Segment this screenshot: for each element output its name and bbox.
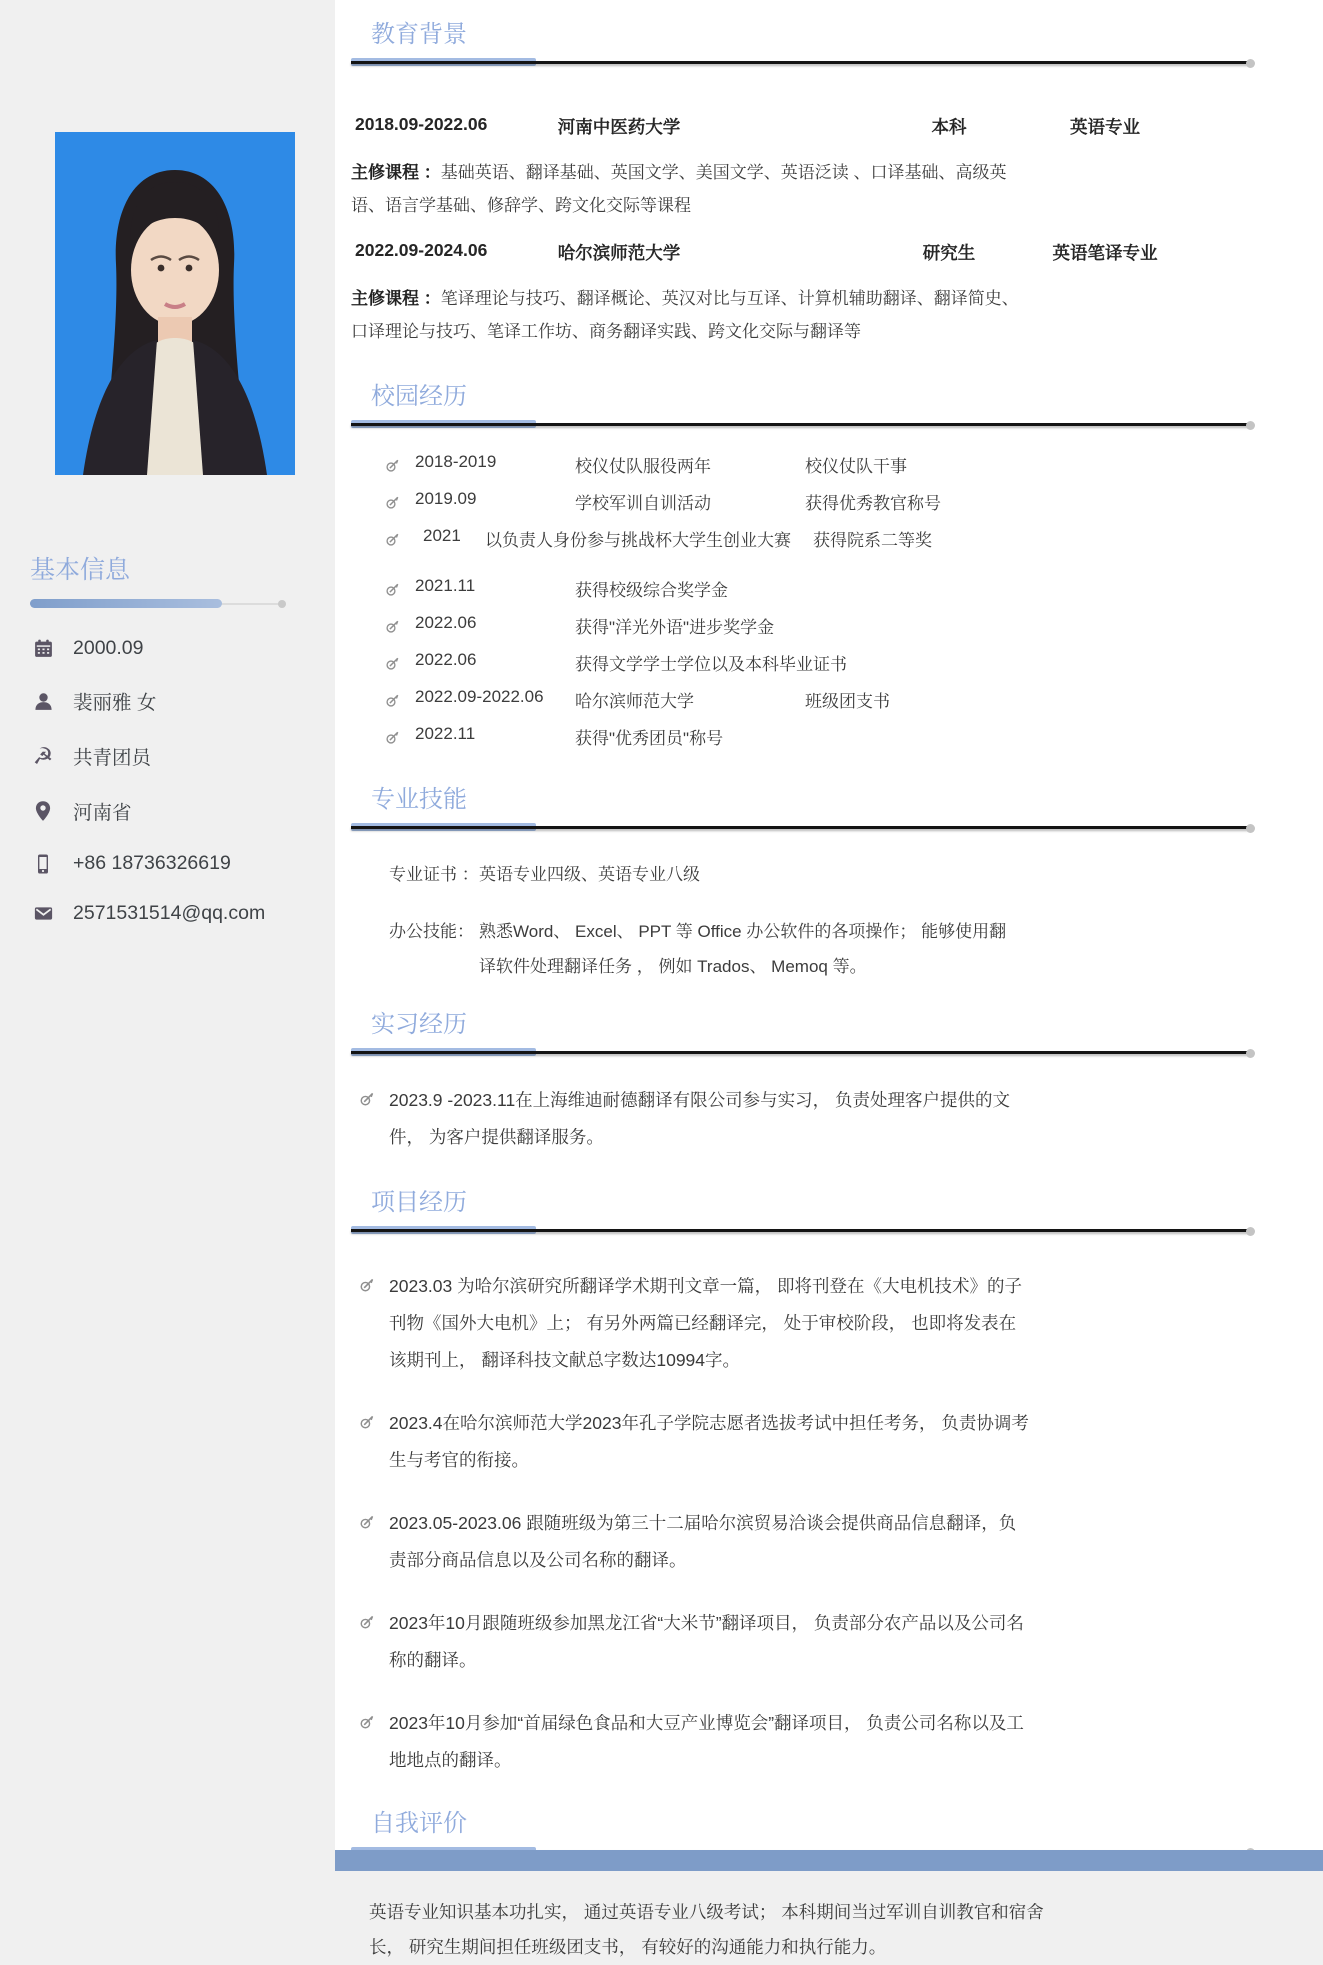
campus-date: 2022.09-2022.06: [415, 687, 544, 706]
campus-result: 班级团支书: [805, 692, 890, 711]
campus-date: 2022.11: [415, 724, 476, 743]
political-status-item: [30, 742, 286, 770]
signature-bullet-icon: [359, 1514, 375, 1530]
education-divider: [349, 58, 1255, 70]
mail-icon: [30, 903, 56, 924]
location-icon: [30, 800, 56, 822]
signature-bullet-icon: [385, 582, 400, 597]
certificates-row: [389, 857, 1255, 892]
campus-header: [349, 376, 1255, 432]
skills-title: 专业技能: [371, 786, 467, 813]
signature-bullet-icon: [385, 458, 400, 473]
campus-activity: 获得文学学士学位以及本科毕业证书: [575, 655, 847, 674]
project-item: [359, 1705, 1255, 1779]
project-text: 2023.4在哈尔滨师范大学2023年孔子学院志愿者选拔考试中担任考务， 负责协调考生与考官的衔接。: [389, 1413, 1029, 1470]
divider-end-dot: [1246, 59, 1255, 68]
campus-activity: 学校军训自训活动: [575, 494, 711, 513]
campus-activity: 以负责人身份参与挑战杯大学生创业大赛: [485, 531, 791, 550]
evaluation-title: 自我评价: [371, 1810, 467, 1837]
project-item: [359, 1268, 1255, 1379]
profile-photo: [55, 132, 295, 475]
political-status-value: 共青团员: [73, 747, 152, 769]
campus-activity: 获得"洋光外语"进步奖学金: [575, 618, 775, 637]
education-entry: [349, 114, 1255, 138]
signature-bullet-icon: [359, 1414, 375, 1430]
education-courses: [351, 156, 1019, 222]
internship-divider: [349, 1048, 1255, 1060]
campus-date: 2018-2019: [415, 452, 497, 471]
campus-row: [349, 724, 1255, 761]
education-major: 英语专业: [1070, 117, 1140, 137]
office-skills-text: [479, 914, 1006, 984]
divider-end-dot: [1246, 1049, 1255, 1058]
evaluation-text: 英语专业知识基本功扎实， 通过英语专业八级考试； 本科期间当过军训自训教官和宿舍长， 研究生期间担任班级团支书， 有较好的沟通能力和执行能力。: [369, 1902, 1044, 1957]
projects-divider: [349, 1226, 1255, 1238]
divider-accent: [30, 599, 222, 608]
project-item: [359, 1405, 1255, 1479]
campus-activity: 校仪仗队服役两年: [575, 457, 711, 476]
league-icon: ☭: [32, 742, 54, 769]
projects-header: [349, 1182, 1255, 1238]
education-entry: [349, 240, 1255, 264]
campus-section: [349, 376, 1255, 761]
campus-date: 2021: [423, 526, 461, 545]
internship-header: [349, 1004, 1255, 1060]
signature-bullet-icon: [385, 619, 400, 634]
courses-text: 笔译理论与技巧、翻译概论、英汉对比与互译、计算机辅助翻译、翻译简史、 口译理论与技巧、笔译工作坊、商务翻译实践、跨文化交际与翻译等: [351, 289, 1019, 341]
project-item: [359, 1505, 1255, 1579]
signature-bullet-icon: [385, 532, 400, 547]
campus-row: [349, 613, 1255, 650]
user-icon: [30, 691, 56, 712]
campus-date: 2022.06: [415, 613, 477, 632]
campus-row: [349, 526, 1255, 563]
projects-section: [349, 1182, 1255, 1779]
phone-item: [30, 852, 286, 875]
email-value: 2571531514@qq.com: [73, 902, 266, 924]
signature-bullet-icon: [359, 1091, 375, 1107]
internship-section: [349, 1004, 1255, 1156]
campus-activity: 获得校级综合奖学金: [575, 581, 728, 600]
footer-bar: [335, 1850, 1323, 1871]
campus-row: [349, 687, 1255, 724]
campus-date: 2019.09: [415, 489, 477, 508]
location-item: [30, 797, 286, 825]
office-skills-line: 熟悉Word、 Excel、 PPT 等 Office 办公软件的各项操作； 能够使用翻: [479, 922, 1007, 941]
education-period: 2018.09-2022.06: [355, 114, 488, 134]
signature-bullet-icon: [385, 656, 400, 671]
campus-title: 校园经历: [371, 383, 467, 410]
courses-text: 基础英语、翻译基础、英国文学、美国文学、英语泛读 、口译基础、高级英语、语言学基础、修辞学、跨文化交际等课程: [351, 163, 1007, 215]
projects-title: 项目经历: [371, 1189, 467, 1216]
skills-divider: [349, 823, 1255, 835]
education-degree: 研究生: [922, 243, 976, 263]
name-gender-item: [30, 687, 286, 715]
internship-title: 实习经历: [371, 1011, 467, 1038]
divider-end-dot: [278, 600, 286, 608]
education-courses: [351, 282, 1019, 348]
email-item: [30, 902, 286, 925]
basic-info-title: 基本信息: [30, 556, 131, 584]
campus-activity: 哈尔滨师范大学: [575, 692, 694, 711]
divider-end-dot: [1246, 824, 1255, 833]
project-item: [359, 1605, 1255, 1679]
campus-activity: 获得"优秀团员"称号: [575, 729, 724, 748]
location-value: 河南省: [73, 802, 132, 824]
education-period: 2022.09-2024.06: [355, 240, 488, 260]
signature-bullet-icon: [385, 693, 400, 708]
certificates-label: 专业证书 ：: [389, 865, 479, 884]
campus-result: 获得优秀教官称号: [805, 494, 941, 513]
education-major: 英语笔译专业: [1052, 243, 1158, 263]
divider-line: [351, 423, 1249, 426]
campus-date: 2022.06: [415, 650, 477, 669]
campus-row: [349, 452, 1255, 489]
education-school: 哈尔滨师范大学: [557, 243, 681, 263]
basic-info-section: [30, 550, 286, 925]
phone-icon: [30, 853, 56, 875]
certificates-text: 英语专业四级、英语专业八级: [479, 865, 700, 884]
signature-bullet-icon: [359, 1714, 375, 1730]
resume-main-panel: [335, 0, 1323, 1957]
education-section: [349, 14, 1255, 348]
campus-row: [349, 650, 1255, 687]
campus-list: [349, 452, 1255, 761]
project-text: 2023.05-2023.06 跟随班级为第三十二届哈尔滨贸易洽谈会提供商品信息翻译，负责部分商品信息以及公司名称的翻译。: [389, 1513, 1017, 1570]
office-skills-label: 办公技能：: [389, 922, 474, 941]
divider-line: [351, 61, 1249, 64]
campus-result: 获得院系二等奖: [813, 531, 932, 550]
evaluation-section: [349, 1803, 1255, 1965]
project-text: 2023年10月跟随班级参加黑龙江省“大米节”翻译项目， 负责部分农产品以及公司名称的翻译。: [389, 1613, 1024, 1670]
campus-row: [349, 576, 1255, 613]
campus-date: 2021.11: [415, 576, 476, 595]
calendar-icon: [30, 638, 56, 659]
divider-end-dot: [1246, 1227, 1255, 1236]
divider-end-dot: [1246, 421, 1255, 430]
profile-photo-image: [55, 132, 295, 475]
name-gender-value: 裴丽雅 女: [73, 692, 157, 714]
divider-line: [351, 1229, 1249, 1232]
campus-result: 校仪仗队干事: [805, 457, 907, 476]
project-text: 2023年10月参加“首届绿色食品和大豆产业博览会”翻译项目， 负责公司名称以及工地地点的翻译。: [389, 1713, 1024, 1770]
education-title: 教育背景: [371, 21, 467, 48]
divider-line: [351, 826, 1249, 829]
office-skills-row: [389, 914, 1255, 984]
phone-value: +86 18736326619: [73, 852, 231, 874]
basic-info-divider: [30, 599, 286, 610]
signature-bullet-icon: [359, 1277, 375, 1293]
skills-section: [349, 779, 1255, 984]
courses-label: 主修课程 ：: [351, 163, 441, 182]
birthdate-item: [30, 637, 286, 660]
internship-text: 2023.9 -2023.11在上海维迪耐德翻译有限公司参与实习， 负责处理客户提供的文件， 为客户提供翻译服务。: [389, 1090, 1011, 1147]
signature-bullet-icon: [385, 495, 400, 510]
campus-divider: [349, 420, 1255, 432]
birthdate-value: 2000.09: [73, 637, 144, 659]
campus-row: [349, 489, 1255, 526]
internship-item: [359, 1082, 1255, 1156]
courses-label: 主修课程 ：: [351, 289, 441, 308]
signature-bullet-icon: [385, 730, 400, 745]
education-degree: 本科: [931, 117, 967, 137]
signature-bullet-icon: [359, 1614, 375, 1630]
skills-header: [349, 779, 1255, 835]
office-skills-line: 译软件处理翻译任务 ， 例如 Trados、 Memoq 等。: [479, 957, 867, 976]
divider-line: [351, 1051, 1249, 1054]
education-school: 河南中医药大学: [557, 117, 681, 137]
project-text: 2023.03 为哈尔滨研究所翻译学术期刊文章一篇， 即将刊登在《大电机技术》的子刊物《国外大电机》上； 有另外两篇已经翻译完， 处于审校阶段， 也即将发表在该期刊上， 翻译科技文献总字数达10994字。: [389, 1276, 1022, 1370]
